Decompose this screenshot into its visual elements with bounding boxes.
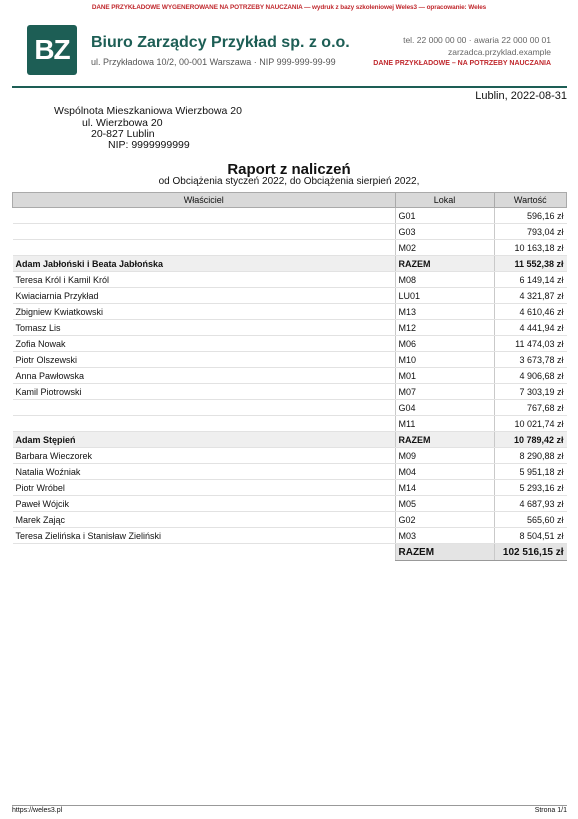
unit-cell: M12: [395, 320, 494, 336]
table-subtotal-row: [13, 432, 567, 448]
header-unit: Lokal: [395, 193, 494, 208]
header-owner: Właściciel: [13, 193, 396, 208]
unit-cell: RAZEM: [395, 256, 494, 272]
footer-divider: [12, 805, 567, 806]
owner-cell: Teresa Zielińska i Stanisław Zieliński: [13, 528, 396, 544]
unit-cell: LU01: [395, 288, 494, 304]
contact-note: DANE PRZYKŁADOWE – NA POTRZEBY NAUCZANIA: [373, 60, 551, 67]
contact-phone: tel. 22 000 00 00 · awaria 22 000 00 01: [403, 35, 551, 45]
recipient-city: 20-827 Lublin: [91, 128, 155, 140]
table-row: [13, 512, 567, 528]
owner-cell: [13, 400, 396, 416]
table-row: [13, 288, 567, 304]
owner-cell: Adam Jabłoński i Beata Jabłońska: [13, 256, 396, 272]
value-cell: 565,60 zł: [494, 512, 567, 528]
table-row: [13, 320, 567, 336]
recipient-street: ul. Wierzbowa 20: [82, 117, 163, 129]
unit-cell: G01: [395, 208, 494, 224]
value-cell: 4 687,93 zł: [494, 496, 567, 512]
table-row: [13, 208, 567, 224]
owner-cell: Zofia Nowak: [13, 336, 396, 352]
table-row: [13, 336, 567, 352]
value-cell: 4 906,68 zł: [494, 368, 567, 384]
value-cell: 4 321,87 zł: [494, 288, 567, 304]
table-row: [13, 384, 567, 400]
table-subtotal-row: [13, 256, 567, 272]
unit-cell: M06: [395, 336, 494, 352]
owner-cell: Marek Zając: [13, 512, 396, 528]
value-cell: 767,68 zł: [494, 400, 567, 416]
contact-website: zarzadca.przyklad.example: [448, 47, 551, 57]
table-total-row: [13, 544, 567, 561]
table-row: [13, 240, 567, 256]
value-cell: 6 149,14 zł: [494, 272, 567, 288]
value-cell: 7 303,19 zł: [494, 384, 567, 400]
value-cell: 11 552,38 zł: [494, 256, 567, 272]
value-cell: 596,16 zł: [494, 208, 567, 224]
unit-cell: M03: [395, 528, 494, 544]
owner-cell: Tomasz Lis: [13, 320, 396, 336]
value-cell: 4 441,94 zł: [494, 320, 567, 336]
table-header-row: [13, 193, 567, 208]
footer-website: https://weles3.pl: [12, 807, 63, 814]
unit-cell: M05: [395, 496, 494, 512]
value-cell: 8 504,51 zł: [494, 528, 567, 544]
value-cell: 10 163,18 zł: [494, 240, 567, 256]
unit-cell: G03: [395, 224, 494, 240]
document-date: Lublin, 2022-08-31: [475, 90, 567, 102]
table-row: [13, 528, 567, 544]
owner-cell: Anna Pawłowska: [13, 368, 396, 384]
owner-cell: [13, 224, 396, 240]
unit-cell: M14: [395, 480, 494, 496]
teaching-data-banner: DANE PRZYKŁADOWE WYGENEROWANE NA POTRZEBY NAUCZANIA — wydruk z bazy szkoleniowej Weles3 — opracowanie: Weles: [91, 4, 487, 11]
table-body: [13, 208, 567, 561]
table-row: [13, 304, 567, 320]
total-spacer-cell: [13, 544, 396, 561]
value-cell: 10 789,42 zł: [494, 432, 567, 448]
owner-cell: Piotr Olszewski: [13, 352, 396, 368]
owner-cell: Piotr Wróbel: [13, 480, 396, 496]
value-cell: 5 293,16 zł: [494, 480, 567, 496]
table-row: [13, 448, 567, 464]
charges-table: [12, 192, 567, 561]
company-contact: [373, 34, 551, 70]
owner-cell: Teresa Król i Kamil Król: [13, 272, 396, 288]
total-value: 102 516,15 zł: [494, 544, 567, 561]
owner-cell: Kamil Piotrowski: [13, 384, 396, 400]
unit-cell: G02: [395, 512, 494, 528]
owner-cell: Natalia Woźniak: [13, 464, 396, 480]
unit-cell: M09: [395, 448, 494, 464]
value-cell: 11 474,03 zł: [494, 336, 567, 352]
value-cell: 793,04 zł: [494, 224, 567, 240]
table-row: [13, 368, 567, 384]
table-row: [13, 480, 567, 496]
unit-cell: M02: [395, 240, 494, 256]
value-cell: 5 951,18 zł: [494, 464, 567, 480]
header-divider: [12, 86, 567, 88]
unit-cell: M01: [395, 368, 494, 384]
owner-cell: [13, 208, 396, 224]
footer-page-number: Strona 1/1: [534, 807, 567, 814]
table-row: [13, 224, 567, 240]
owner-cell: Kwiaciarnia Przykład: [13, 288, 396, 304]
header-value: Wartość: [494, 193, 567, 208]
unit-cell: G04: [395, 400, 494, 416]
unit-cell: RAZEM: [395, 432, 494, 448]
table-row: [13, 496, 567, 512]
table-row: [13, 416, 567, 432]
value-cell: 8 290,88 zł: [494, 448, 567, 464]
table-row: [13, 464, 567, 480]
unit-cell: M08: [395, 272, 494, 288]
total-label: RAZEM: [395, 544, 494, 561]
table-row: [13, 352, 567, 368]
owner-cell: Barbara Wieczorek: [13, 448, 396, 464]
report-subtitle: od Obciążenia styczeń 2022, do Obciążenia sierpień 2022,: [158, 176, 420, 187]
unit-cell: M10: [395, 352, 494, 368]
value-cell: 10 021,74 zł: [494, 416, 567, 432]
recipient-nip: NIP: 9999999999: [108, 139, 190, 151]
unit-cell: M11: [395, 416, 494, 432]
value-cell: 3 673,78 zł: [494, 352, 567, 368]
value-cell: 4 610,46 zł: [494, 304, 567, 320]
owner-cell: Adam Stępień: [13, 432, 396, 448]
company-name: Biuro Zarządcy Przykład sp. z o.o.: [91, 34, 350, 51]
unit-cell: M07: [395, 384, 494, 400]
table-row: [13, 272, 567, 288]
unit-cell: M13: [395, 304, 494, 320]
report-title: Raport z naliczeń: [227, 161, 351, 178]
owner-cell: Paweł Wójcik: [13, 496, 396, 512]
table-row: [13, 400, 567, 416]
unit-cell: M04: [395, 464, 494, 480]
owner-cell: Zbigniew Kwiatkowski: [13, 304, 396, 320]
owner-cell: [13, 240, 396, 256]
owner-cell: [13, 416, 396, 432]
recipient-name: Wspólnota Mieszkaniowa Wierzbowa 20: [54, 105, 242, 117]
company-address: ul. Przykładowa 10/2, 00-001 Warszawa · NIP 999-999-99-99: [91, 57, 336, 67]
company-logo: BZ: [27, 25, 77, 75]
